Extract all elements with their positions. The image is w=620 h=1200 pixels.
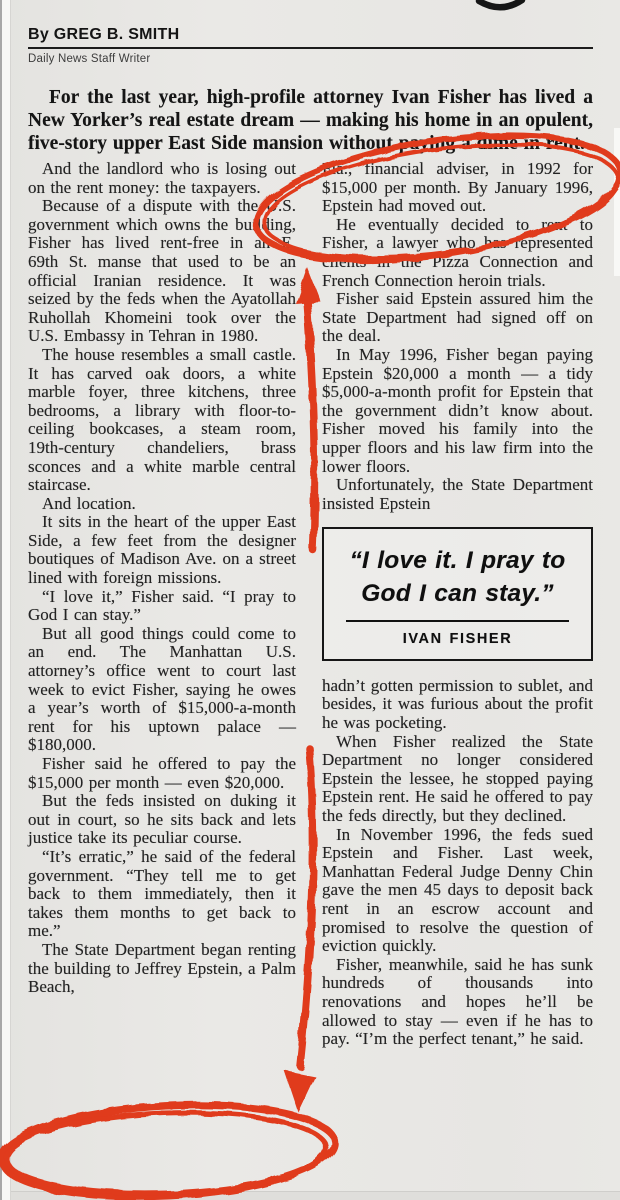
scan-bottom-edge — [0, 1191, 620, 1200]
article-paragraph: When Fisher realized the State Department no longer considered Epstein the lessee, he stopped paying Epstein rent. He said he offered to pay the feds directly, but they declined. — [322, 731, 593, 826]
article-paragraph: “I love it,” Fisher said. “I pray to God I can stay.” — [28, 586, 296, 625]
pull-quote-attribution: IVAN FISHER — [402, 631, 513, 648]
article-paragraph: “It’s erratic,” he said of the federal government. “They tell me to get back to them immediately, then it takes them months to get back to me.” — [28, 846, 296, 941]
lead-paragraph: For the last year, high-profile attorney Ivan Fisher has lived a New Yorker’s real estate dream — making his home in an opulent, five-story upper East Side mansion without paying a dime in rent. — [28, 87, 593, 154]
arrow-down-head — [284, 1070, 315, 1112]
article-paragraph: Because of a dispute with the U.S. government which owns the building, Fisher has lived rent-free in an E. 69th St. manse that used to be an official Iranian residence. It was seized by the feds when the Ayatollah Ruhollah Khomeini took over the U.S. Embassy in Tehran in 1980. — [28, 196, 296, 346]
article-paragraph: Unfortunately, the State Department insisted Epstein — [322, 475, 593, 513]
pull-quote-rule — [346, 620, 569, 622]
article-paragraph: It sits in the heart of the upper East Side, a few feet from the designer boutiques of Madison Ave. on a street lined with foreign missions. — [28, 512, 296, 588]
article-content — [28, 0, 593, 1049]
dateline: Daily News Staff Writer — [28, 53, 151, 65]
byline: By GREG B. SMITH — [28, 26, 180, 43]
article-columns — [28, 160, 593, 1049]
article-paragraph: hadn’t gotten permission to sublet, and besides, it was furious about the profit he was pocketing. — [322, 675, 593, 733]
byline-rule — [28, 47, 593, 49]
right-column — [322, 160, 593, 1049]
article-paragraph: And location. — [42, 493, 136, 513]
left-column — [28, 160, 296, 1049]
article-paragraph: The house resembles a small castle. It has carved oak doors, a white marble foyer, three kitchens, three bedrooms, a library with floor-to-ceiling bookcases, a steam room, 19th-century chandeliers, brass sconces and a white marble central staircase. — [28, 344, 296, 495]
article-paragraph: In May 1996, Fisher began paying Epstein $20,000 a month — a tidy $5,000-a-month profit for Epstein that the government didn’t know about. Fisher moved his family into the upper floors and his law firm into the lower floors. — [322, 344, 593, 476]
pull-quote-box — [322, 527, 593, 661]
article-paragraph: In November 1996, the feds sued Epstein and Fisher. Last week, Manhattan Federal Judge Denny Chin gave the men 45 days to deposit back rent in an escrow account and promised to resolve the question of eviction quickly. — [322, 824, 593, 956]
article-paragraph: Fisher, meanwhile, said he has sunk hundreds of thousands into renovations and hopes he’ll be allowed to stay — even if he has to pay. “I’m the perfect tenant,” he said. — [322, 954, 593, 1049]
article-paragraph: And the landlord who is losing out on the rent money: the taxpayers. — [28, 159, 296, 197]
article-paragraph: Fisher said Epstein assured him the State Department had signed off on the deal. — [322, 289, 593, 346]
scan-right-edge — [614, 128, 620, 276]
article-paragraph: But all good things could come to an end. The Manhattan U.S. attorney’s office went to court last week to evict Fisher, saying he owes a year’s worth of $15,000-a-month rent for his uptown palace — $180,000. — [28, 623, 296, 755]
article-paragraph: But the feds insisted on duking it out in court, so he sits back and lets justice take its peculiar course. — [28, 791, 296, 848]
pull-quote-text: “I love it. I pray to God I can stay.” — [349, 547, 566, 608]
circle-annotation-bottom — [0, 1097, 337, 1200]
article-paragraph-epstein: Fla., financial adviser, in 1992 for $15,000 per month. By January 1996, Epstein had moved out. — [322, 159, 593, 216]
article-paragraph: He eventually decided to rent to Fisher, a lawyer who has represented clients in the Pizza Connection and French Connection heroin trials. — [322, 214, 593, 290]
circle-annotation-bottom-inner — [5, 1107, 328, 1198]
article-paragraph-epstein: The State Department began renting the building to Jeffrey Epstein, a Palm Beach, — [28, 939, 296, 997]
article-paragraph: Fisher said he offered to pay the $15,000 per month — even $20,000. — [28, 754, 296, 792]
scan-left-edge — [0, 0, 11, 1200]
